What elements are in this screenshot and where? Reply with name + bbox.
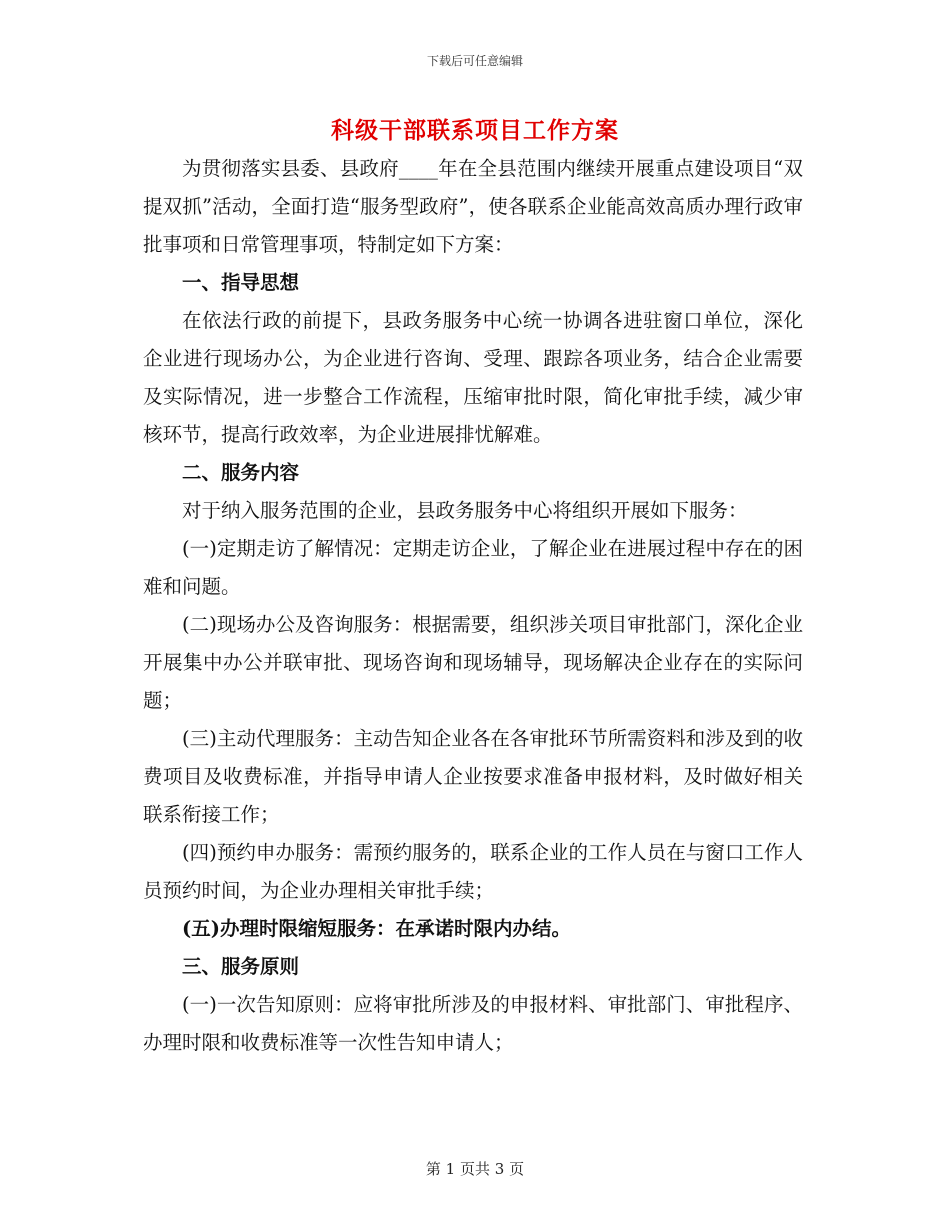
- list-item: (三)主动代理服务：主动告知企业各在各审批环节所需资料和涉及到的收费项目及收费标准，并指导申请人企业按要求准备申报材料，及时做好相关联系衔接工作；: [143, 727, 803, 826]
- list-item: (一)一次告知原则：应将审批所涉及的申报材料、审批部门、审批程序、办理时限和收费标准等一次性告知申请人；: [143, 993, 803, 1054]
- list-item-bold: (五)办理时限缩短服务：在承诺时限内办结。: [182, 917, 571, 940]
- section-heading: 三、服务原则: [182, 955, 300, 978]
- body-paragraph: 在依法行政的前提下，县政务服务中心统一协调各进驻窗口单位，深化企业进行现场办公，为企业进行咨询、受理、跟踪各项业务，结合企业需要及实际情况，进一步整合工作流程，压缩审批时限，简化审批手续，减少审核环节，提高行政效率，为企业进展排忧解难。: [143, 309, 803, 446]
- list-item: (二)现场办公及咨询服务：根据需要，组织涉关项目审批部门，深化企业开展集中办公并联审批、现场咨询和现场辅导，现场解决企业存在的实际问题；: [143, 613, 803, 712]
- body-paragraph: 对于纳入服务范围的企业，县政务服务中心将组织开展如下服务：: [182, 499, 748, 522]
- document-title: 科级干部联系项目工作方案: [331, 117, 619, 144]
- page-header-note: 下载后可任意编辑: [426, 54, 523, 68]
- list-item: (四)预约申办服务：需预约服务的，联系企业的工作人员在与窗口工作人员预约时间，为企业办理相关审批手续；: [143, 841, 803, 902]
- page-number: 第 1 页共 3 页: [425, 1160, 525, 1178]
- intro-paragraph: 为贯彻落实县委、县政府____年在全县范围内继续开展重点建设项目“双提双抓”活动，全面打造“服务型政府”，使各联系企业能高效高质办理行政审批事项和日常管理事项，特制定如下方案：: [143, 157, 803, 256]
- section-heading: 二、服务内容: [182, 461, 300, 484]
- section-heading: 一、指导思想: [182, 271, 300, 294]
- document-body: [143, 150, 803, 1062]
- list-item: (一)定期走访了解情况：定期走访企业，了解企业在进展过程中存在的困难和问题。: [143, 537, 803, 598]
